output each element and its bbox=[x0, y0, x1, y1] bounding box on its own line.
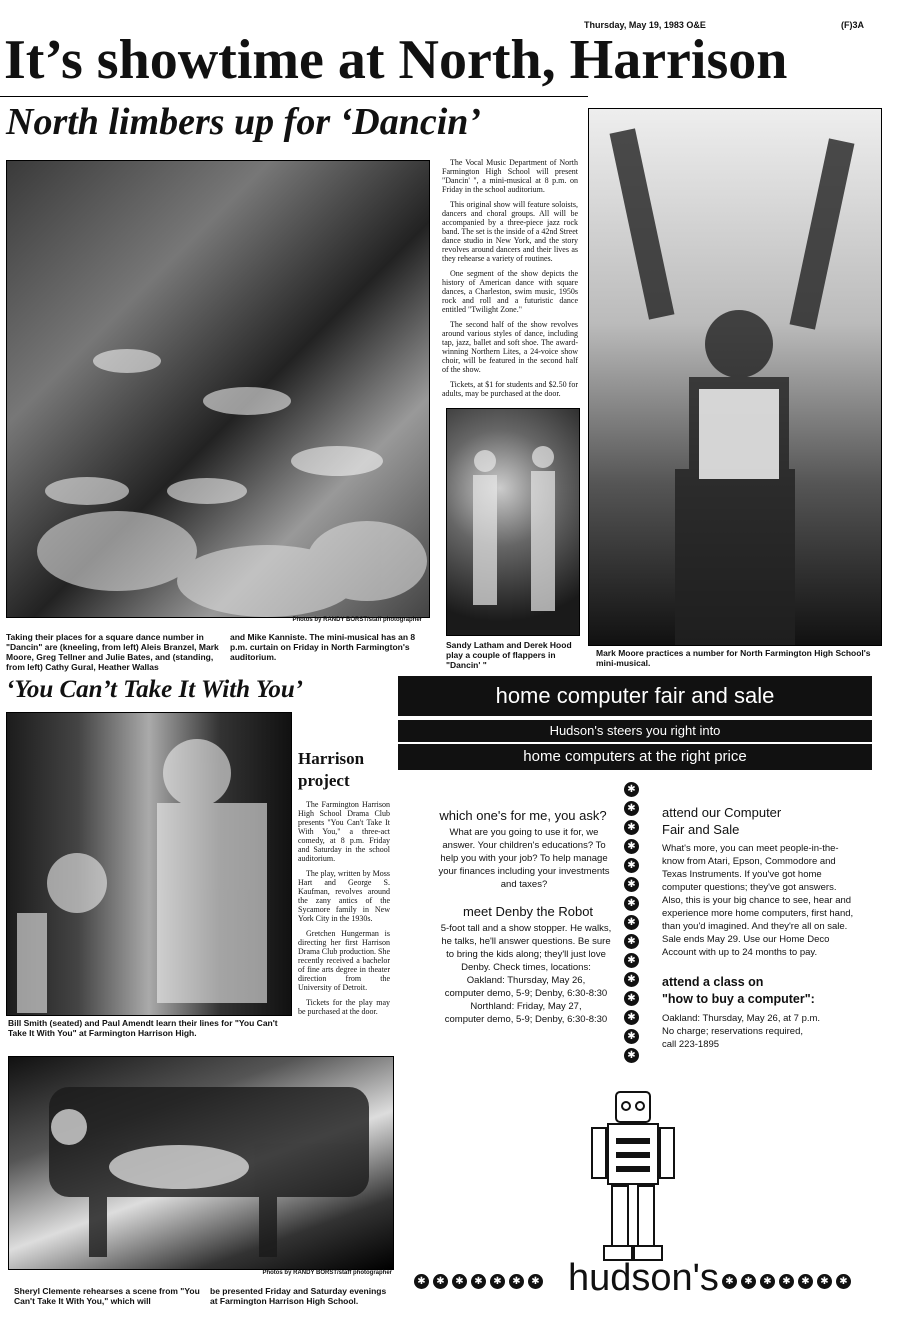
fair-head-line: Fair and Sale bbox=[662, 822, 740, 837]
bill-smith-photo bbox=[6, 712, 292, 1016]
north-subhead: North limbers up for ‘Dancin’ bbox=[6, 101, 482, 143]
page-number: (F)3A bbox=[841, 20, 864, 30]
star-icon: ✱ bbox=[760, 1274, 775, 1289]
bill-smith-caption: Bill Smith (seated) and Paul Amendt learn their lines for "You Can't Take It With You" at Farmington Harrison High. bbox=[8, 1018, 278, 1038]
harrison-story bbox=[298, 800, 390, 1022]
star-icon: ✱ bbox=[624, 1029, 639, 1044]
harrison-paragraph: The Farmington Harrison High School Drama Club presents "You Can't Take It With You," a three-act comedy, at 8 p.m. Friday and Saturday in the school auditorium. bbox=[298, 800, 390, 863]
star-icon: ✱ bbox=[722, 1274, 737, 1289]
star-icon: ✱ bbox=[624, 1010, 639, 1025]
star-icon: ✱ bbox=[452, 1274, 467, 1289]
square-dance-photo bbox=[6, 160, 430, 618]
star-icon: ✱ bbox=[741, 1274, 756, 1289]
star-icon: ✱ bbox=[624, 934, 639, 949]
sheryl-caption-b: be presented Friday and Saturday evenings at Farmington Harrison High School. bbox=[210, 1286, 387, 1306]
ad-question-body: What are you going to use it for, we answer. Your children's educations? To help you with your job? To help manage your finances including your investments and taxes? bbox=[438, 827, 610, 890]
mark-moore-photo bbox=[588, 108, 882, 646]
star-icon: ✱ bbox=[624, 858, 639, 873]
star-icon: ✱ bbox=[624, 972, 639, 987]
north-paragraph: Tickets, at $1 for students and $2.50 for adults, may be purchased at the door. bbox=[442, 380, 578, 398]
hudsons-logo: hudson's bbox=[568, 1257, 719, 1299]
star-icon: ✱ bbox=[433, 1274, 448, 1289]
star-icon: ✱ bbox=[624, 991, 639, 1006]
star-icon: ✱ bbox=[624, 782, 639, 797]
star-icon: ✱ bbox=[471, 1274, 486, 1289]
ad-robot-times bbox=[434, 974, 618, 1026]
robot-time-line: Northland: Friday, May 27, bbox=[470, 1001, 582, 1012]
ad-robot-head: meet Denby the Robot bbox=[462, 904, 594, 919]
harrison-head-line2: project bbox=[298, 771, 350, 790]
robot-time-line: Oakland: Thursday, May 26, bbox=[466, 975, 586, 986]
ad-star-column bbox=[624, 782, 640, 1067]
star-icon: ✱ bbox=[798, 1274, 813, 1289]
class-line: No charge; reservations required, bbox=[662, 1026, 803, 1037]
star-icon: ✱ bbox=[528, 1274, 543, 1289]
ad-title: home computer fair and sale bbox=[398, 676, 872, 716]
ad-class-head bbox=[662, 974, 868, 1008]
harrison-paragraph: Tickets for the play may be purchased at the door. bbox=[298, 998, 390, 1016]
harrison-photo-credit: Photos by RANDY BORST/staff photographer bbox=[262, 1270, 392, 1276]
sheryl-clemente-photo bbox=[8, 1056, 394, 1270]
ad-class-lines bbox=[662, 1012, 862, 1051]
ad-fair-head bbox=[662, 804, 862, 838]
class-head-line: "how to buy a computer": bbox=[662, 992, 815, 1006]
square-dance-caption-a: Taking their places for a square dance number in "Dancin" are (kneeling, from left) Aleis Branzel, Mark Moore, Greg Tellner and Julie Bates, and (standing, from left) Cathy Gural, Heather Wallas bbox=[6, 632, 219, 672]
north-photo-credit: Photos by RANDY BORST/staff photographer bbox=[292, 617, 422, 623]
harrison-paragraph: Gretchen Hungerman is directing her first Harrison Drama Club production. She recently received a bachelor of fine arts degree in theater direction from the University of Detroit. bbox=[298, 929, 390, 992]
harrison-paragraph: The play, written by Moss Hart and George S. Kaufman, revolves around the zany antics of the Sycamore family in New York City in the 1930s. bbox=[298, 869, 390, 923]
ad-question-head: which one's for me, you ask? bbox=[439, 808, 607, 823]
class-line: Oakland: Thursday, May 26, at 7 p.m. bbox=[662, 1013, 821, 1024]
robot-time-line: computer demo, 5-9; Denby, 6:30-8:30 bbox=[444, 1014, 608, 1025]
fair-head-line: attend our Computer bbox=[662, 805, 782, 820]
star-icon: ✱ bbox=[490, 1274, 505, 1289]
star-icon: ✱ bbox=[817, 1274, 832, 1289]
star-icon: ✱ bbox=[509, 1274, 524, 1289]
page-headline: It’s showtime at North, Harrison bbox=[4, 29, 788, 91]
star-icon: ✱ bbox=[624, 820, 639, 835]
star-icon: ✱ bbox=[624, 953, 639, 968]
ad-star-row-right bbox=[722, 1274, 851, 1289]
star-icon: ✱ bbox=[624, 839, 639, 854]
north-paragraph: One segment of the show depicts the history of American dance with square dances, a Charleston, swim music, 1950s rock and roll and a futuristic dance entitled "Twilight Zone." bbox=[442, 269, 578, 314]
hudsons-ad bbox=[398, 676, 872, 1299]
star-icon: ✱ bbox=[836, 1274, 851, 1289]
headline-rule bbox=[0, 96, 588, 97]
denby-robot-illustration bbox=[586, 1088, 680, 1268]
ad-robot-body: 5-foot tall and a show stopper. He walks, he talks, he'll answer questions. Be sure to bring the kids along; they'll just love Denby. Check times, locations: bbox=[440, 923, 612, 973]
star-icon: ✱ bbox=[414, 1274, 429, 1289]
harrison-project-head bbox=[298, 748, 388, 792]
mark-moore-caption: Mark Moore practices a number for North Farmington High School's mini-musical. bbox=[596, 648, 871, 668]
sheryl-caption-a: Sheryl Clemente rehearses a scene from "You Can't Take It With You," which will bbox=[14, 1286, 200, 1306]
north-paragraph: This original show will feature soloists, dancers and choral groups. All will be accompanied by a three-piece jazz rock band. The set is the inside of a 42nd Street dance studio in New York, and the story revolves around dancers and their lives as they rehearse a variety of routines. bbox=[442, 200, 578, 263]
ad-fair-body: What's more, you can meet people-in-the-know from Atari, Epson, Commodore and Texas Instruments. If you've got home computer questions; they've got answers. Also, this is your big chance to see, hear and experience more home computers, first hand, than you'd imagined. And they're all on sale. Sale ends May 29. Use our Home Deco Account with up to 24 months to pay. bbox=[662, 843, 854, 958]
star-icon: ✱ bbox=[624, 896, 639, 911]
ad-line2: Hudson's steers you right into bbox=[398, 720, 872, 742]
star-icon: ✱ bbox=[624, 1048, 639, 1063]
ad-line3: home computers at the right price bbox=[398, 744, 872, 770]
star-icon: ✱ bbox=[779, 1274, 794, 1289]
north-story bbox=[442, 158, 578, 404]
star-icon: ✱ bbox=[624, 877, 639, 892]
flappers-caption: Sandy Latham and Derek Hood play a couple of flappers in "Dancin' " bbox=[446, 640, 572, 670]
harrison-section-title: ‘You Can’t Take It With You’ bbox=[6, 676, 304, 703]
star-icon: ✱ bbox=[624, 915, 639, 930]
robot-time-line: computer demo, 5-9; Denby, 6:30-8:30 bbox=[444, 988, 608, 999]
class-head-line: attend a class on bbox=[662, 975, 764, 989]
star-icon: ✱ bbox=[624, 801, 639, 816]
ad-star-row-left bbox=[414, 1274, 543, 1289]
harrison-head-line1: Harrison bbox=[298, 749, 365, 768]
square-dance-caption-b: and Mike Kanniste. The mini-musical has an 8 p.m. curtain on Friday in North Farmington's auditorium. bbox=[230, 632, 416, 662]
north-paragraph: The second half of the show revolves around various styles of dance, including tap, jazz, ballet and soft shoe. The award-winning Northern Lites, a 24-voice show choir, will be featured in the second half of the show. bbox=[442, 320, 578, 374]
dateline-text: Thursday, May 19, 1983 O&E bbox=[584, 20, 706, 30]
flappers-photo bbox=[446, 408, 580, 636]
north-paragraph: The Vocal Music Department of North Farmington High School will present "Dancin' ", a mini-musical at 8 p.m. on Friday in the school auditorium. bbox=[442, 158, 578, 194]
class-line: call 223-1895 bbox=[662, 1039, 720, 1050]
